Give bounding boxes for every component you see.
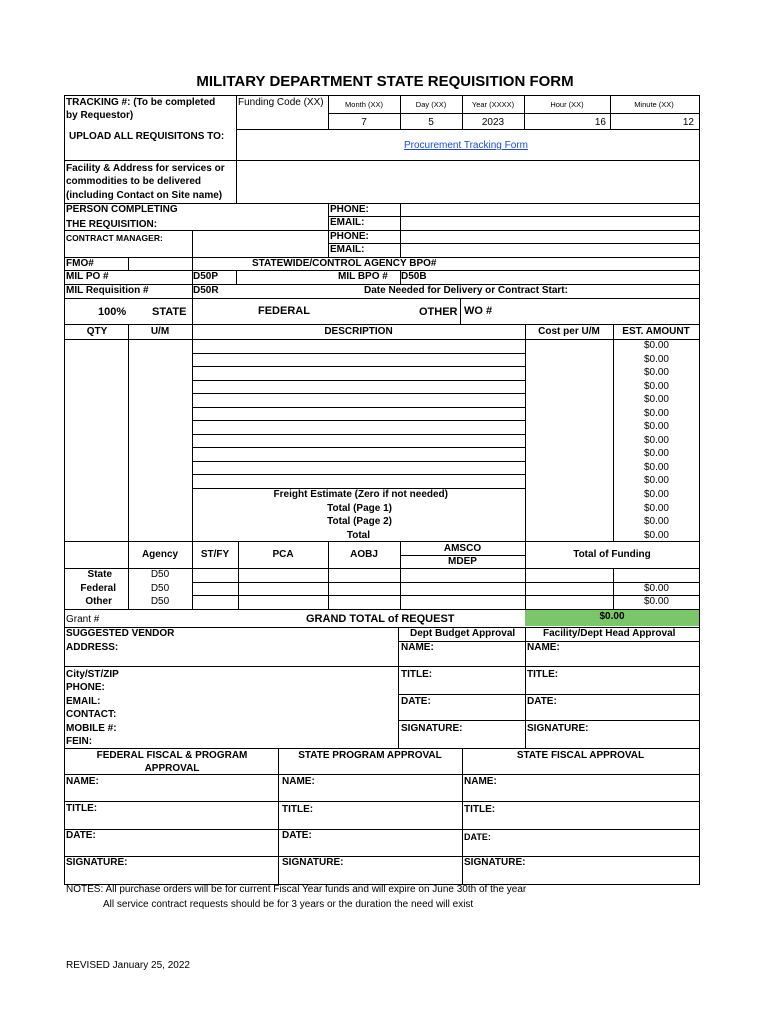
day-value[interactable]: 5	[428, 117, 434, 128]
item-amount: $0.00	[643, 475, 669, 486]
phone-label-1: PHONE:	[330, 204, 369, 215]
vendor-phone-label: PHONE:	[66, 682, 105, 693]
federal-fiscal-approval-label: FEDERAL FISCAL & PROGRAM	[96, 750, 248, 761]
amsco-header: AMSCO	[443, 543, 482, 554]
item-amount: $0.00	[643, 435, 669, 446]
tracking-label-2: by Requestor)	[66, 110, 134, 121]
total-page2-label: Total (Page 2)	[327, 516, 392, 527]
state-row-label: State	[87, 569, 112, 580]
mil-requisition-value[interactable]: D50R	[193, 285, 219, 296]
email-label-2: EMAIL:	[330, 244, 365, 255]
qty-header: QTY	[86, 326, 108, 337]
facility-title-label: TITLE:	[527, 669, 559, 680]
minute-value[interactable]: 12	[682, 117, 694, 128]
person-completing-label-2: THE REQUISITION:	[66, 219, 158, 230]
person-completing-label: PERSON COMPLETING	[66, 204, 178, 215]
federal-funding-value: $0.00	[643, 583, 669, 594]
vendor-city-label: City/ST/ZIP	[66, 669, 119, 680]
program-signature-label: SIGNATURE:	[282, 857, 344, 868]
total-of-funding-header: Total of Funding	[573, 549, 651, 560]
total-label: Total	[346, 530, 370, 541]
pca-header: PCA	[272, 549, 294, 560]
upload-label: UPLOAD ALL REQUISITONS TO:	[69, 131, 225, 142]
federal-signature-label: SIGNATURE:	[66, 857, 128, 868]
est-amount-header: EST. AMOUNT	[622, 326, 690, 337]
procurement-tracking-link[interactable]: Procurement Tracking Form	[404, 140, 528, 151]
vendor-address-label: ADDRESS:	[66, 642, 119, 653]
state-fiscal-approval-label: STATE FISCAL APPROVAL	[516, 750, 645, 761]
notes-line-2: All service contract requests should be for 3 years or the duration the need will exist	[103, 899, 474, 910]
tracking-label: TRACKING #: (To be completed	[66, 97, 216, 108]
form-title: MILITARY DEPARTMENT STATE REQUISITION FORM	[196, 73, 574, 90]
cost-per-um-header: Cost per U/M	[538, 326, 600, 337]
total-page2-value: $0.00	[643, 516, 669, 527]
aobj-header: AOBJ	[350, 549, 378, 560]
federal-fiscal-approval-label-2: APPROVAL	[144, 763, 200, 774]
mil-po-label: MIL PO #	[66, 271, 109, 282]
other-fund-label: OTHER	[419, 306, 458, 318]
other-agency-value: D50	[150, 596, 170, 607]
freight-label: Freight Estimate (Zero if not needed)	[273, 489, 448, 500]
stfy-header: ST/FY	[200, 549, 230, 560]
program-date-label: DATE:	[282, 830, 312, 841]
hour-label: Hour (XX)	[550, 100, 584, 109]
item-amount: $0.00	[643, 381, 669, 392]
fiscal-title-label: TITLE:	[464, 804, 496, 815]
revised-date: REVISED January 25, 2022	[66, 960, 190, 971]
item-amount: $0.00	[643, 394, 669, 405]
mil-bpo-label: MIL BPO #	[338, 271, 388, 282]
minute-label: Minute (XX)	[634, 100, 674, 109]
facility-date-label: DATE:	[527, 696, 557, 707]
vendor-contact-label: CONTACT:	[66, 709, 117, 720]
fiscal-date-label: DATE:	[464, 832, 491, 842]
date-needed-label: Date Needed for Delivery or Contract Start:	[364, 285, 568, 296]
federal-name-label: NAME:	[66, 776, 99, 787]
total-page1-label: Total (Page 1)	[327, 503, 392, 514]
phone-label-2: PHONE:	[330, 231, 369, 242]
other-row-label: Other	[85, 596, 112, 607]
total-page1-value: $0.00	[643, 503, 669, 514]
mil-po-value[interactable]: D50P	[193, 271, 219, 282]
funding-code-label: Funding Code (XX)	[238, 97, 324, 108]
other-funding-value: $0.00	[643, 596, 669, 607]
year-value[interactable]: 2023	[481, 117, 505, 128]
suggested-vendor-label: SUGGESTED VENDOR	[66, 628, 175, 639]
federal-fund-label: FEDERAL	[258, 305, 310, 317]
facility-name-label: NAME:	[527, 642, 560, 653]
vendor-email-label: EMAIL:	[66, 696, 101, 707]
year-label: Year (XXXX)	[471, 100, 515, 109]
item-amount: $0.00	[643, 354, 669, 365]
mdep-header: MDEP	[448, 556, 477, 567]
wo-label: WO #	[464, 305, 493, 317]
state-program-approval-label: STATE PROGRAM APPROVAL	[298, 750, 442, 761]
contract-manager-label: CONTRACT MANAGER:	[66, 233, 163, 243]
statewide-bpo-label: STATEWIDE/CONTROL AGENCY BPO#	[252, 258, 437, 269]
facility-signature-label: SIGNATURE:	[527, 723, 589, 734]
hour-value[interactable]: 16	[594, 117, 606, 128]
day-label: Day (XX)	[415, 100, 447, 109]
federal-row-label: Federal	[80, 583, 116, 594]
item-amount: $0.00	[643, 340, 669, 351]
item-amount: $0.00	[643, 421, 669, 432]
program-title-label: TITLE:	[282, 804, 314, 815]
federal-agency-value: D50	[150, 583, 170, 594]
mil-bpo-value[interactable]: D50B	[401, 271, 427, 282]
mil-requisition-label: MIL Requisition #	[66, 285, 149, 296]
federal-date-label: DATE:	[66, 830, 96, 841]
facility-head-approval-label: Facility/Dept Head Approval	[543, 628, 676, 639]
fiscal-signature-label: SIGNATURE:	[464, 857, 526, 868]
notes-line-1: NOTES: All purchase orders will be for current Fiscal Year funds and will expire on June 30th of the year	[66, 884, 527, 895]
dept-title-label: TITLE:	[401, 669, 433, 680]
month-value[interactable]: 7	[361, 117, 367, 128]
fiscal-name-label: NAME:	[464, 776, 497, 787]
total-value: $0.00	[643, 530, 669, 541]
fmo-label: FMO#	[66, 258, 94, 269]
email-label-1: EMAIL:	[330, 217, 365, 228]
dept-date-label: DATE:	[401, 696, 431, 707]
grand-total-value: $0.00	[599, 611, 625, 622]
state-fund-label: STATE	[152, 306, 187, 318]
program-name-label: NAME:	[282, 776, 315, 787]
grant-label: Grant #	[66, 614, 100, 625]
facility-label-3: (including Contact on Site name)	[66, 190, 223, 201]
item-amount: $0.00	[643, 408, 669, 419]
description-header: DESCRIPTION	[324, 326, 393, 337]
facility-label-2: commodities to be delivered	[66, 176, 202, 187]
dept-name-label: NAME:	[401, 642, 434, 653]
um-header: U/M	[150, 326, 170, 337]
federal-title-label: TITLE:	[66, 803, 98, 814]
vendor-mobile-label: MOBILE #:	[66, 723, 117, 734]
item-amount: $0.00	[643, 367, 669, 378]
item-amount: $0.00	[643, 448, 669, 459]
vendor-fein-label: FEIN:	[66, 736, 93, 747]
dept-signature-label: SIGNATURE:	[401, 723, 463, 734]
agency-header: Agency	[141, 549, 179, 560]
percent-label: 100%	[98, 306, 127, 318]
month-label: Month (XX)	[345, 100, 383, 109]
grand-total-label: GRAND TOTAL of REQUEST	[306, 613, 455, 625]
freight-value: $0.00	[643, 489, 669, 500]
facility-label: Facility & Address for services or	[66, 163, 225, 174]
state-agency-value: D50	[150, 569, 170, 580]
item-amount: $0.00	[643, 462, 669, 473]
dept-budget-approval-label: Dept Budget Approval	[410, 628, 516, 639]
